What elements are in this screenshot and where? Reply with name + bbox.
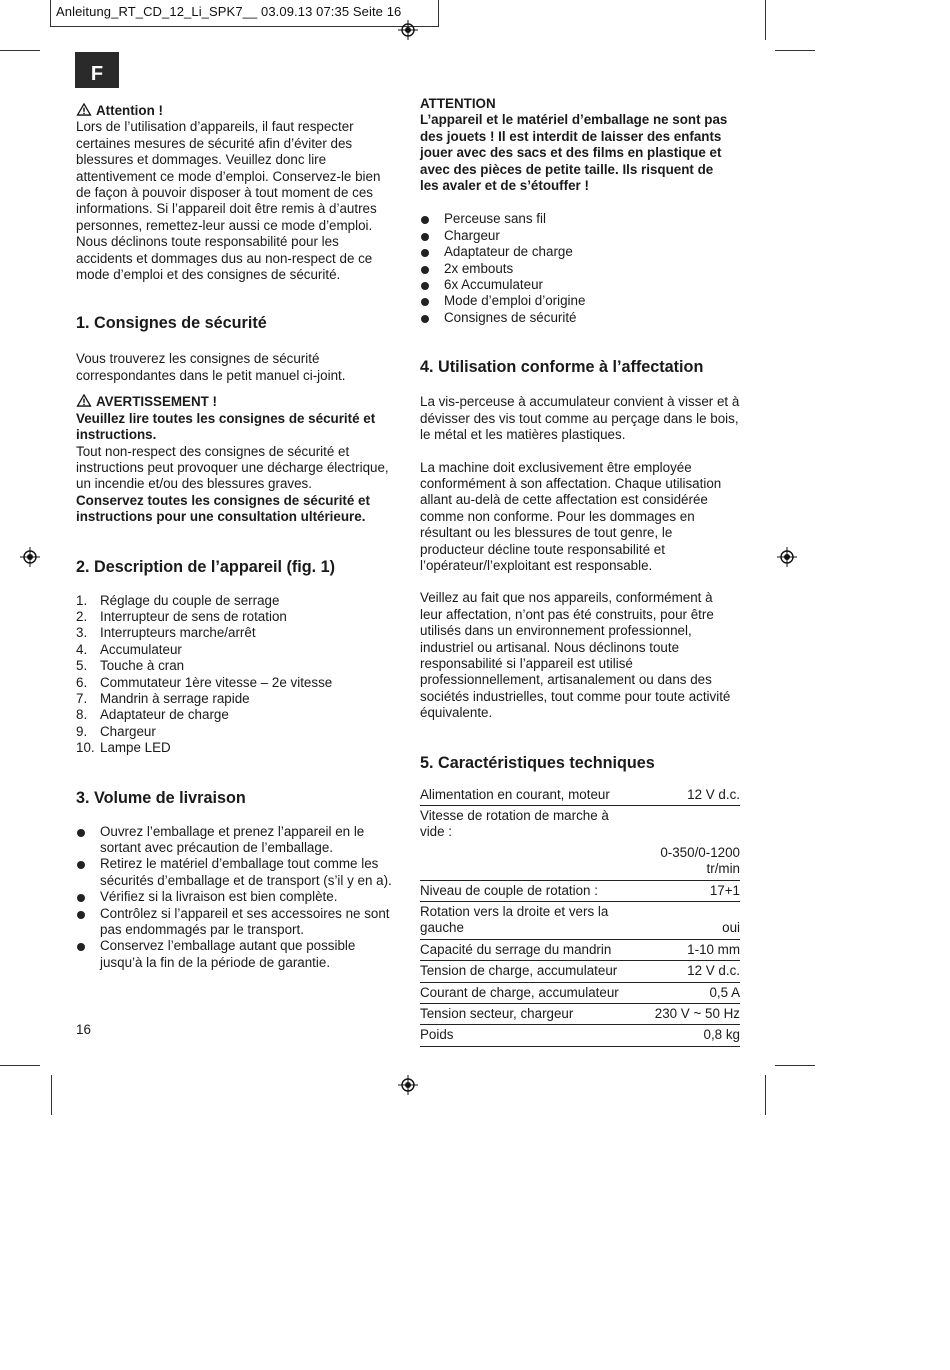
section-1-heading: 1. Consignes de sécurité xyxy=(76,314,267,333)
table-row: Niveau de couple de rotation : 17+1 xyxy=(420,880,740,901)
registration-mark-icon xyxy=(398,20,418,40)
list-item: 7. Mandrin à serrage rapide xyxy=(76,690,250,706)
crop-mark xyxy=(775,50,815,51)
section-3-heading: 3. Volume de livraison xyxy=(76,788,246,807)
parts-list xyxy=(76,593,406,757)
warning-triangle-icon xyxy=(76,103,92,116)
table-row: Capacité du serrage du mandrin 1-10 mm xyxy=(420,939,740,960)
table-row: Tension secteur, chargeur 230 V ~ 50 Hz xyxy=(420,1004,740,1025)
usage-paragraph-3: Veillez au fait que nos appareils, conformément à leur affectation, n’ont pas été construits, pour être utilisés dans un environnement professionnel, industriel ou artisanal. Nous déclinons toute responsabilité si l’appareil est utilisé professionnellement, artisanalement ou dans des sociétés industrielles, tout comme pour toute activité équivalente. xyxy=(420,590,731,721)
table-row: Vitesse de rotation de marche à vide : xyxy=(420,808,609,840)
warning-instruction: Veuillez lire toutes les consignes de sécurité et instructions. xyxy=(76,410,376,443)
list-item: Retirez le matériel d’emballage tout comme les sécurités d’emballage et de transport (s’il y en a). xyxy=(76,856,406,889)
list-item: 6. Commutateur 1ère vitesse – 2e vitesse xyxy=(76,674,333,690)
attention-body: Lors de l’utilisation d’appareils, il faut respecter certaines mesures de sécurité afin d’éviter des blessures et dommages. Veuillez donc lire attentivement ce mode d’emploi. Conservez-le bien de façon à pouvoir disposer à tout moment de ces informations. Si l’appareil doit être remis à d’autres personnes, remettez-leur aussi ce mode d’emploi. Nous déclinons toute responsabilité pour les accidents et dommages dus au non-respect de ce mode d’emploi et des consignes de sécurité. xyxy=(76,119,381,283)
header-box-left xyxy=(50,0,51,26)
list-item: 6x Accumulateur xyxy=(420,277,750,293)
list-item: Consignes de sécurité xyxy=(420,310,750,326)
list-item: Conservez l’emballage autant que possible jusqu’à la fin de la période de garantie. xyxy=(76,938,406,971)
list-item: 3. Interrupteurs marche/arrêt xyxy=(76,625,256,641)
list-item: 9. Chargeur xyxy=(76,723,156,739)
delivery-checklist xyxy=(76,824,406,972)
usage-paragraph-1: La vis-perceuse à accumulateur convient à visser et à dévisser des vis tout comme au perçage dans le bois, le métal et les matières plastiques. xyxy=(420,394,740,443)
list-item: 2x embouts xyxy=(420,261,750,277)
registration-mark-icon xyxy=(777,547,797,567)
header-box-right xyxy=(438,0,439,26)
list-item: 1. Réglage du couple de serrage xyxy=(76,592,280,608)
crop-mark xyxy=(765,1075,766,1115)
crop-mark xyxy=(51,1075,52,1115)
packaging-warning: ATTENTION L’appareil et le matériel d’emballage ne sont pas des jouets ! Il est interdit de laisser des enfants jouer avec des sacs et des films en plastique et avec des pièces de petite taille. Ils risquent de les avaler et de s’étouffer ! xyxy=(420,96,728,194)
crop-mark xyxy=(0,50,40,51)
table-row: 0-350/0-1200 tr/min xyxy=(420,843,740,880)
table-row: Rotation vers la droite et vers la gauche oui xyxy=(420,902,740,940)
page-number: 16 xyxy=(76,1022,91,1037)
list-item: 4. Accumulateur xyxy=(76,641,182,657)
section-5-heading: 5. Caractéristiques techniques xyxy=(420,753,655,772)
list-item: Chargeur xyxy=(420,228,750,244)
list-item: 5. Touche à cran xyxy=(76,658,185,674)
warning-heading: AVERTISSEMENT ! xyxy=(76,394,406,410)
contents-list xyxy=(420,211,750,326)
language-badge: F xyxy=(75,52,119,88)
attention-heading: Attention ! xyxy=(76,103,406,119)
section-1-intro: Vous trouverez les consignes de sécurité correspondantes dans le petit manuel ci-joint. xyxy=(76,351,346,383)
right-column xyxy=(420,96,750,1047)
warning-keep-note: Conservez toutes les consignes de sécurité et instructions pour une consultation ultérieure. xyxy=(76,492,370,525)
section-4-heading: 4. Utilisation conforme à l’affectation xyxy=(420,358,704,377)
list-item: Adaptateur de charge xyxy=(420,244,750,260)
list-item: Contrôlez si l’appareil et ses accessoires ne sont pas endommagés par le transport. xyxy=(76,906,406,939)
header-box-bottom xyxy=(50,26,439,27)
specs-table xyxy=(420,785,740,1047)
section-2-heading: 2. Description de l’appareil (fig. 1) xyxy=(76,557,336,576)
list-item: 8. Adaptateur de charge xyxy=(76,707,229,723)
crop-mark xyxy=(775,1065,815,1066)
usage-paragraph-2: La machine doit exclusivement être employée conformément à son affectation. Chaque utilisation allant au-delà de cette affectation est considérée comme non conforme. Pour les dommages en résultant ou les blessures de tout genre, le producteur décline toute responsabilité et l’opérateur/l’exploitant est responsable. xyxy=(420,459,722,573)
table-row: Courant de charge, accumulateur 0,5 A xyxy=(420,982,740,1003)
registration-mark-icon xyxy=(20,547,40,567)
list-item: 2. Interrupteur de sens de rotation xyxy=(76,608,287,624)
table-row: Poids 0,8 kg xyxy=(420,1025,740,1046)
left-column xyxy=(76,103,406,971)
crop-mark xyxy=(765,0,766,40)
list-item: Perceuse sans fil xyxy=(420,211,750,227)
crop-mark xyxy=(0,1065,40,1066)
table-row: Alimentation en courant, moteur 12 V d.c. xyxy=(420,785,740,806)
warning-triangle-icon xyxy=(76,394,92,407)
list-item: 10. Lampe LED xyxy=(76,740,171,756)
warning-text: Tout non-respect des consignes de sécurité et instructions peut provoquer une décharge électrique, un incendie et/ou des blessures graves. xyxy=(76,443,389,492)
list-item: Vérifiez si la livraison est bien complète. xyxy=(76,889,406,905)
table-row: Tension de charge, accumulateur 12 V d.c. xyxy=(420,961,740,982)
list-item: Ouvrez l’emballage et prenez l’appareil en le sortant avec précaution de l’emballage. xyxy=(76,824,406,857)
list-item: Mode d’emploi d’origine xyxy=(420,293,750,309)
registration-mark-icon xyxy=(398,1075,418,1095)
print-header: Anleitung_RT_CD_12_Li_SPK7__ 03.09.13 07:35 Seite 16 xyxy=(56,4,402,19)
